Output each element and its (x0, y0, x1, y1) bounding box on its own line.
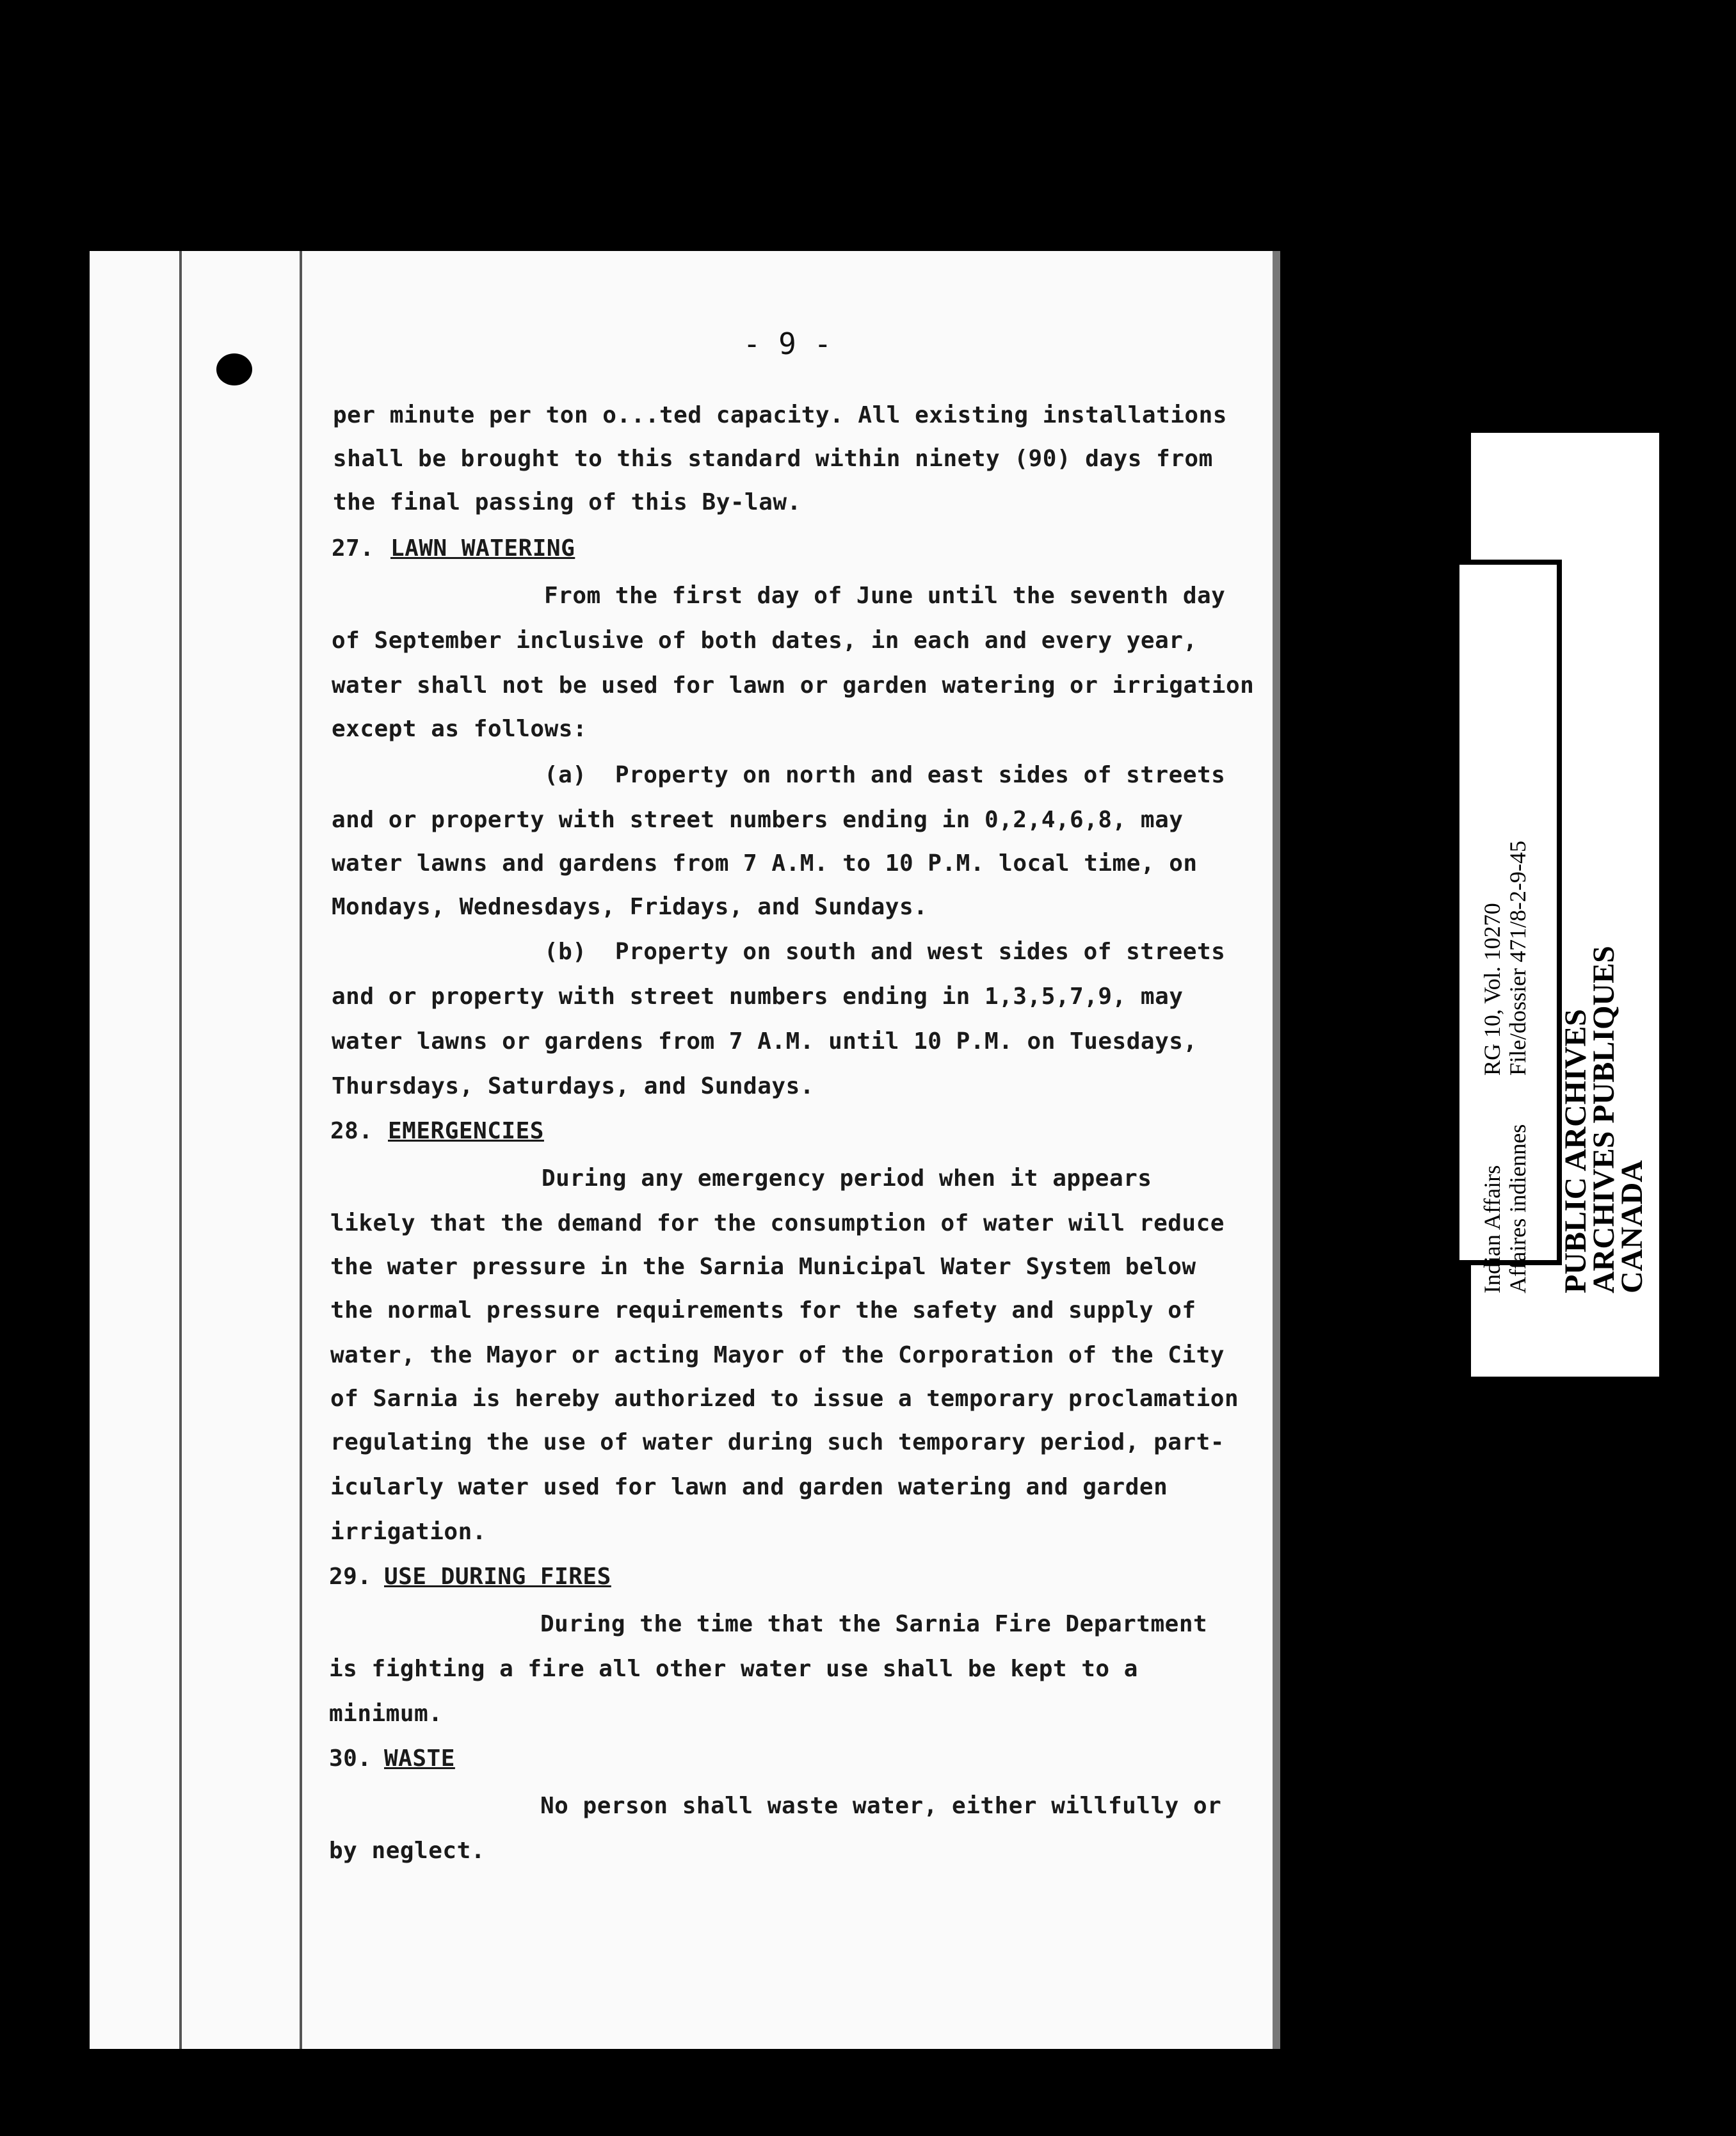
text-line: irrigation. (330, 1519, 486, 1545)
label-title-3: CANADA (1615, 1160, 1649, 1293)
text-line: (a) Property on north and east sides of streets (544, 762, 1226, 788)
text-line: water shall not be used for lawn or garden watering or irrigation (332, 672, 1255, 699)
text-line: of September inclusive of both dates, in each and every year, (332, 627, 1198, 654)
text-line: by neglect. (329, 1838, 485, 1864)
section-heading: EMERGENCIES (388, 1118, 544, 1144)
archive-label-text (1479, 717, 1671, 1293)
label-title-1: PUBLIC ARCHIVES (1559, 1008, 1593, 1293)
right-edge-shadow (1273, 251, 1280, 2049)
text-line: water, the Mayor or acting Mayor of the Corporation of the City (330, 1342, 1225, 1368)
text-line: Mondays, Wednesdays, Fridays, and Sundays. (332, 894, 928, 920)
label-dept-fr: Affaires indiennes (1505, 1124, 1531, 1293)
section-number: 30. (329, 1745, 372, 1772)
text-line: and or property with street numbers ending in 0,2,4,6,8, may (332, 807, 1184, 833)
page-number: - 9 - (743, 327, 832, 361)
text-line: Thursdays, Saturdays, and Sundays. (332, 1073, 814, 1099)
text-line: minimum. (329, 1701, 443, 1727)
label-title-2: ARCHIVES PUBLIQUES (1587, 946, 1621, 1293)
text-line: During the time that the Sarnia Fire Department (540, 1611, 1208, 1637)
label-ref-2: File/dossier 471/8-2-9-45 (1505, 841, 1531, 1076)
text-line: of Sarnia is hereby authorized to issue a temporary proclamation (330, 1386, 1239, 1412)
punch-hole (216, 353, 252, 385)
text-line: During any emergency period when it appears (542, 1165, 1152, 1192)
text-line: shall be brought to this standard within ninety (90) days from (333, 446, 1213, 472)
text-line: per minute per ton o...ted capacity. All existing installations (333, 402, 1227, 428)
text-line: the water pressure in the Sarnia Municipal Water System below (330, 1254, 1196, 1280)
text-line: regulating the use of water during such temporary period, part- (330, 1429, 1225, 1455)
section-heading: WASTE (384, 1745, 455, 1772)
text-line: water lawns and gardens from 7 A.M. to 10 P.M. local time, on (332, 850, 1198, 877)
text-line: the normal pressure requirements for the safety and supply of (330, 1297, 1196, 1323)
section-number: 27. (332, 535, 374, 562)
section-heading: USE DURING FIRES (384, 1564, 611, 1590)
document-page (90, 251, 1280, 2049)
text-line: the final passing of this By-law. (333, 489, 801, 515)
text-line: is fighting a fire all other water use shall be kept to a (329, 1656, 1138, 1682)
label-dept-en: Indian Affairs (1479, 1165, 1505, 1293)
text-line: water lawns or gardens from 7 A.M. until 10 P.M. on Tuesdays, (332, 1028, 1198, 1055)
margin-line (179, 251, 182, 2049)
text-line: icularly water used for lawn and garden watering and garden (330, 1474, 1168, 1500)
section-heading: LAWN WATERING (390, 535, 575, 562)
text-line: except as follows: (332, 716, 588, 742)
text-line: No person shall waste water, either willfully or (540, 1793, 1222, 1819)
margin-line (300, 251, 302, 2049)
label-ref-1: RG 10, Vol. 10270 (1479, 903, 1505, 1076)
section-number: 28. (330, 1118, 373, 1144)
section-number: 29. (329, 1564, 372, 1590)
text-line: likely that the demand for the consumption of water will reduce (330, 1210, 1225, 1236)
text-line: From the first day of June until the seventh day (544, 583, 1226, 609)
text-line: and or property with street numbers ending in 1,3,5,7,9, may (332, 983, 1184, 1010)
text-line: (b) Property on south and west sides of streets (544, 939, 1226, 965)
